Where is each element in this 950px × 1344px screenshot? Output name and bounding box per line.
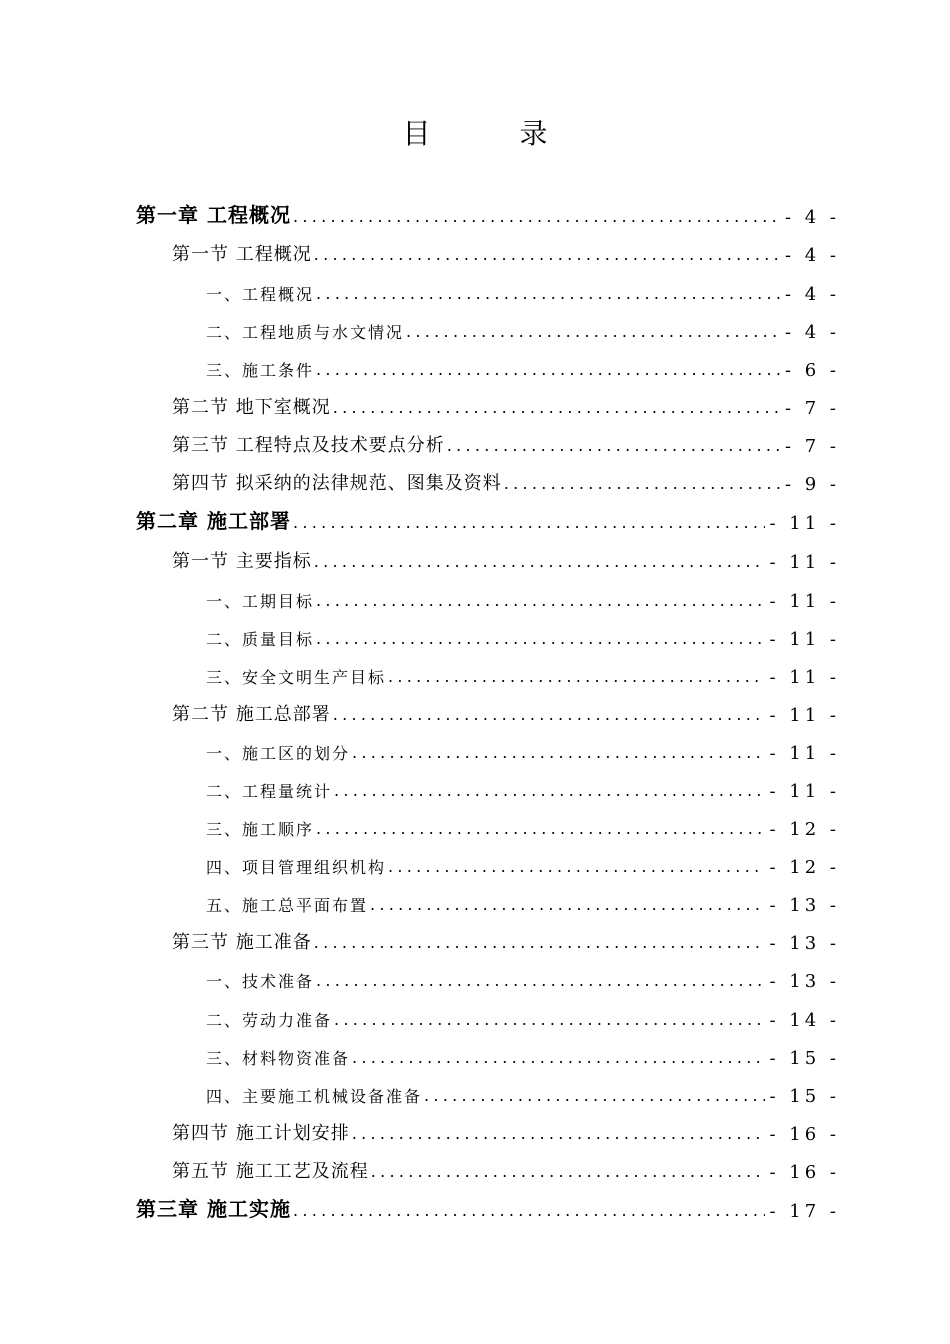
toc-entry-label: 第二节 地下室概况 — [172, 397, 331, 418]
toc-entry-subsection[interactable] — [206, 658, 840, 688]
toc-page-number: - 13 - — [769, 895, 840, 916]
toc-entry-label: 一、工程概况 — [206, 285, 315, 304]
toc-page-number: - 4 - — [784, 207, 840, 228]
dot-leader — [352, 1126, 766, 1145]
toc-entry-label: 三、安全文明生产目标 — [206, 668, 387, 687]
toc-entry-label: 二、劳动力准备 — [206, 1011, 333, 1030]
toc-page-number: - 4 - — [784, 322, 840, 343]
toc-entry-label: 二、工程地质与水文情况 — [206, 323, 405, 342]
toc-title: 目 录 — [402, 117, 588, 150]
toc-entry-label: 第二节 施工总部署 — [172, 704, 331, 725]
dot-leader — [388, 859, 765, 878]
toc-entry-label: 第四节 拟采纳的法律规范、图集及资料 — [172, 473, 502, 494]
toc-entry-subsection[interactable] — [206, 962, 840, 992]
toc-entry-label: 三、施工条件 — [206, 361, 315, 380]
toc-page-number: - 4 - — [784, 245, 840, 266]
dot-leader — [352, 745, 765, 764]
dot-leader — [333, 400, 781, 419]
toc-entry-chapter-2[interactable] — [136, 504, 840, 534]
toc-page-number: - 11 - — [769, 667, 840, 688]
toc-page-number: - 15 - — [769, 1048, 840, 1069]
toc-entry-chapter-1[interactable] — [136, 198, 840, 228]
dot-leader — [316, 631, 765, 650]
toc-page-number: - 11 - — [769, 513, 840, 534]
toc-entry-section[interactable] — [172, 427, 840, 457]
dot-leader — [314, 247, 781, 266]
toc-entry-subsection[interactable] — [206, 848, 840, 878]
toc-entry-label: 第五节 施工工艺及流程 — [172, 1161, 369, 1182]
toc-entry-subsection[interactable] — [206, 620, 840, 650]
dot-leader — [406, 324, 781, 343]
toc-entry-section[interactable] — [172, 696, 840, 726]
dot-leader — [314, 935, 766, 954]
dot-leader — [293, 1203, 766, 1222]
dot-leader — [316, 973, 765, 992]
dot-leader — [333, 707, 766, 726]
dot-leader — [370, 897, 765, 916]
toc-page-number: - 13 - — [769, 933, 840, 954]
toc-page-number: - 17 - — [769, 1201, 840, 1222]
dot-leader — [371, 1164, 766, 1183]
toc-entry-subsection[interactable] — [206, 810, 840, 840]
toc-entry-subsection[interactable] — [206, 886, 840, 916]
toc-page-number: - 4 - — [784, 284, 840, 305]
toc-entry-label: 第三章 施工实施 — [136, 1197, 291, 1221]
toc-entry-subsection[interactable] — [206, 734, 840, 764]
toc-entry-label: 一、工期目标 — [206, 592, 315, 611]
dot-leader — [293, 515, 766, 534]
toc-page-number: - 13 - — [769, 971, 840, 992]
toc-entry-subsection[interactable] — [206, 351, 840, 381]
toc-entry-section[interactable] — [172, 236, 840, 266]
toc-entry-label: 五、施工总平面布置 — [206, 896, 369, 915]
toc-page-number: - 6 - — [784, 360, 840, 381]
toc-page-number: - 12 - — [769, 819, 840, 840]
toc-entry-subsection[interactable] — [206, 582, 840, 612]
toc-entry-subsection[interactable] — [206, 772, 840, 802]
toc-page-number: - 16 - — [769, 1162, 840, 1183]
toc-entry-section[interactable] — [172, 465, 840, 495]
toc-entry-subsection[interactable] — [206, 313, 840, 343]
toc-entry-label: 二、工程量统计 — [206, 782, 333, 801]
toc-entry-section[interactable] — [172, 1115, 840, 1145]
toc-page-number: - 14 - — [769, 1010, 840, 1031]
dot-leader — [316, 286, 781, 305]
toc-entry-label: 四、主要施工机械设备准备 — [206, 1087, 423, 1106]
toc-page-number: - 11 - — [769, 591, 840, 612]
toc-entry-subsection[interactable] — [206, 1001, 840, 1031]
dot-leader — [334, 783, 765, 802]
toc-entry-section[interactable] — [172, 924, 840, 954]
toc-page-number: - 11 - — [769, 781, 840, 802]
toc-page-number: - 15 - — [769, 1086, 840, 1107]
toc-entry-label: 第三节 施工准备 — [172, 932, 312, 953]
dot-leader — [424, 1088, 765, 1107]
toc-entry-label: 第四节 施工计划安排 — [172, 1123, 350, 1144]
toc-entry-label: 一、技术准备 — [206, 972, 315, 991]
toc-entry-section[interactable] — [172, 543, 840, 573]
toc-entry-label: 三、材料物资准备 — [206, 1049, 351, 1068]
toc-entry-subsection[interactable] — [206, 1039, 840, 1069]
toc-entry-label: 一、施工区的划分 — [206, 744, 351, 763]
dot-leader — [314, 554, 766, 573]
toc-page-number: - 7 - — [784, 398, 840, 419]
dot-leader — [352, 1050, 765, 1069]
dot-leader — [504, 476, 781, 495]
toc-entry-subsection[interactable] — [206, 1077, 840, 1107]
toc-page-number: - 12 - — [769, 857, 840, 878]
toc-entry-section[interactable] — [172, 389, 840, 419]
toc-entry-label: 第一节 工程概况 — [172, 244, 312, 265]
dot-leader — [316, 362, 781, 381]
toc-page-number: - 9 - — [784, 474, 840, 495]
toc-page-number: - 11 - — [769, 629, 840, 650]
toc-page-number: - 7 - — [784, 436, 840, 457]
toc-entry-label: 三、施工顺序 — [206, 820, 315, 839]
toc-entry-chapter-3[interactable] — [136, 1192, 840, 1222]
toc-page-number: - 11 - — [769, 552, 840, 573]
toc-entry-subsection[interactable] — [206, 275, 840, 305]
dot-leader — [388, 669, 765, 688]
toc-entry-label: 二、质量目标 — [206, 630, 315, 649]
toc-page-number: - 16 - — [769, 1124, 840, 1145]
toc-entry-label: 第三节 工程特点及技术要点分析 — [172, 435, 445, 456]
dot-leader — [316, 821, 765, 840]
toc-entry-label: 第一节 主要指标 — [172, 551, 312, 572]
toc-entry-label: 第二章 施工部署 — [136, 509, 291, 533]
toc-entry-section[interactable] — [172, 1153, 840, 1183]
toc-entry-label: 四、项目管理组织机构 — [206, 858, 387, 877]
dot-leader — [293, 209, 781, 228]
dot-leader — [334, 1012, 765, 1031]
dot-leader — [447, 438, 781, 457]
toc-page-number: - 11 - — [769, 705, 840, 726]
toc-entry-label: 第一章 工程概况 — [136, 203, 291, 227]
toc-page-number: - 11 - — [769, 743, 840, 764]
dot-leader — [316, 593, 765, 612]
